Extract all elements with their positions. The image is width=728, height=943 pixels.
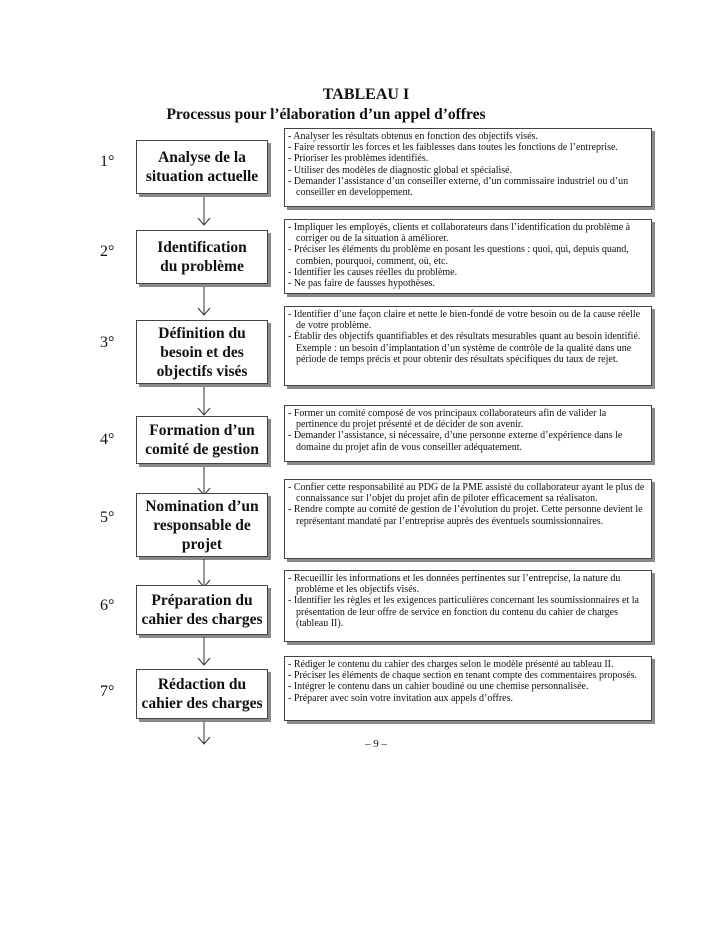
step-description-4 [284,405,652,462]
description-line: - Impliquer les employés, clients et collaborateurs dans l’identification du problème à corriger ou de la situation à améliorer. [288,222,631,245]
step-title-line: du problème [160,258,244,275]
step-description-6 [284,570,652,642]
description-line: - Analyser les résultats obtenus en fonction des objectifs visés. [288,131,538,142]
description-line: - Demander l’assistance, si nécessaire, d’une personne externe d’expérience dans le domaine du projet afin de vous conseiller adéquatement. [288,430,623,453]
description-line: - Préparer avec soin votre invitation aux appels d’offres. [288,692,514,704]
description-line: - Recueillir les informations et les données pertinentes sur l’entreprise, la nature du problème et les objectifs visés. [288,573,621,596]
step-box-7 [136,669,268,719]
step-number-3: 3° [100,334,115,351]
step-title-line: objectifs visés [156,362,248,380]
step-description-2 [284,219,652,294]
step-description-3 [284,306,652,386]
step-title-line: responsable de [153,516,251,534]
description-line: - Préciser les éléments de chaque section en tenant compte des commentaires proposés. [288,670,638,682]
step-number-7: 7° [100,683,115,700]
down-arrow-icon [196,197,212,227]
step-box-4 [136,416,268,464]
step-box-5 [136,493,268,557]
description-line: - Ne pas faire de fausses hypothèses. [288,278,435,290]
step-title-line: situation actuelle [145,168,259,185]
description-line: - Rédiger le contenu du cahier des charges selon le modèle présenté au tableau II. [288,659,614,670]
step-title-line: projet [181,535,223,553]
description-line: - Confier cette responsabilité au PDG de la PME assisté du collaborateur ayant le plus de connaissance sur l’objet du projet afin de piloter efficacement sa réalisaton. [288,482,645,505]
description-line: - Identifier les règles et les exigences particulières concernant les soumissionnaires et la présentation de leur offre de service en fonction du contenu du cahier de charges (tableau II). [288,595,639,629]
description-line: - Préciser les éléments du problème en posant les questions : quoi, qui, depuis quand, combien, pourquoi, comment, où, etc. [288,244,629,267]
step-title-line: cahier des charges [141,695,263,712]
step-title-line: cahier des charges [141,611,263,628]
description-line: - Intégrer le contenu dans un cahier boudiné ou une chemise personnalisée. [288,681,589,693]
description-line: - Identifier d’une façon claire et nette le bien-fondé de votre besoin ou de la cause réelle de votre problème. [288,309,641,332]
page-title: Processus pour l’élaboration d’un appel d’offres [166,106,486,123]
step-box-3 [136,320,268,384]
description-line: - Établir des objectifs quantifiables et des résultats mesurables quant au besoin identifié. Exemple : un besoin d’implantation d’un système de contrôle de la qualité dans une période de temps précis et pour obtenir des résultats spécifiques du taux de rejet. [288,331,641,365]
step-title-line: Définition du [158,324,246,342]
step-title-line: Préparation du [151,592,253,609]
step-number-6: 6° [100,597,115,614]
step-description-5 [284,479,652,559]
step-title-line: Analyse de la [158,149,246,166]
description-line: - Faire ressortir les forces et les faiblesses dans toutes les fonctions de l’entreprise. [288,142,618,154]
step-title-line: besoin et des [160,343,244,361]
step-number-5: 5° [100,509,115,526]
step-title-line: Formation d’un [149,422,255,439]
description-line: - Prioriser les problèmes identifiés. [288,153,429,165]
description-line: - Rendre compte au comité de gestion de l’évolution du projet. Cette personne devient le représentant mandaté par l’entreprise auprès des éventuels soumissionnaires. [288,504,643,527]
description-line: - Utiliser des modèles de diagnostic global et spécialisé. [288,164,513,176]
page-number: – 9 – [365,738,387,750]
step-box-2 [136,230,268,284]
step-number-1: 1° [100,153,115,170]
step-title-line: Identification [157,239,247,256]
down-arrow-icon [196,637,212,667]
step-title-line: comité de gestion [145,441,259,458]
description-line: - Demander l’assistance d’un conseiller externe, d’un commissaire industriel ou d’un conseiller en developpement. [288,175,629,199]
down-arrow-icon [196,287,212,317]
description-line: - Former un comité composé de vos principaux collaborateurs afin de valider la pertinence du projet présenté et de décider de son avenir. [288,408,607,431]
step-box-1 [136,140,268,194]
description-line: - Identifier les causes réelles du problème. [288,266,458,278]
step-box-6 [136,585,268,635]
step-title-line: Rédaction du [157,676,247,693]
step-description-7 [284,656,652,721]
step-number-4: 4° [100,431,115,448]
step-number-2: 2° [100,243,115,260]
down-arrow-icon [196,387,212,417]
step-title-line: Nomination d’un [145,497,259,515]
table-label: TABLEAU I [322,86,410,103]
step-description-1 [284,128,652,207]
